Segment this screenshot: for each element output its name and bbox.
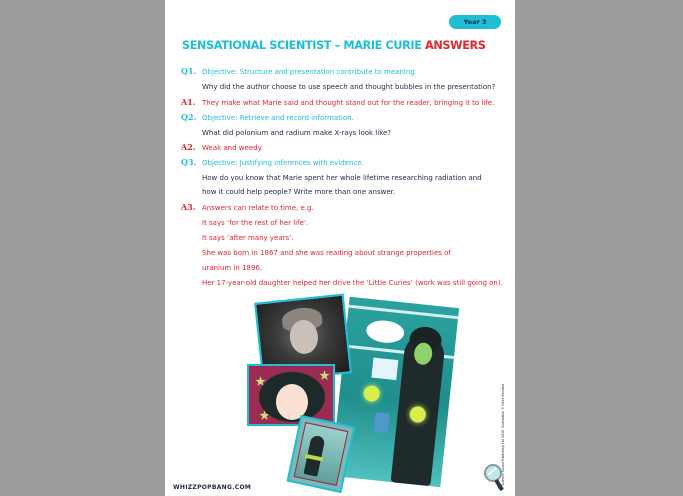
thought-bubble [365, 319, 405, 345]
label-q1: Q1. [181, 66, 197, 76]
question-q3-line1: How do you know that Marie spent her whole lifetime researching radiation and [202, 174, 482, 182]
answer-a3-line6: Her 17-year-old daughter helped her drive the ‘Little Curies’ (work was still going on). [202, 279, 503, 287]
lab-illustration [331, 297, 459, 488]
objective-q3: Objective: Justifying inferences with evidence. [202, 159, 364, 167]
answer-a1: They make what Marie said and thought stand out for the reader, bringing it to life. [202, 99, 495, 107]
lab-window [371, 358, 398, 381]
objective-q1: Objective: Structure and presentation contribute to meaning. [202, 68, 417, 76]
label-a2: A2. [181, 142, 196, 152]
lab-comic-panel [287, 415, 356, 493]
footer-website: WHIZZPOPBANG.COM [173, 484, 252, 491]
answer-a3-line1: Answers can relate to time, e.g. [202, 204, 314, 212]
label-q3: Q3. [181, 157, 197, 167]
label-a1: A1. [181, 97, 196, 107]
beaker-icon [374, 412, 390, 433]
shelf [349, 305, 459, 319]
answer-a3-line3: It says ‘after many years’. [202, 234, 294, 242]
objective-q2: Objective: Retrieve and record information. [202, 114, 354, 122]
question-q1: Why did the author choose to use speech and thought bubbles in the presentation? [202, 83, 496, 91]
answer-a3-line4: She was born in 1867 and she was reading about strange properties of [202, 249, 451, 257]
cartoon-girl-panel [247, 364, 335, 426]
answer-a3-line2: It says ‘for the rest of her life’. [202, 219, 309, 227]
illustration-collage [240, 290, 460, 496]
question-q3-line2: how it could help people? Write more than one answer. [202, 188, 396, 196]
title-main: SENSATIONAL SCIENTIST – MARIE CURIE [182, 38, 422, 52]
copyright-notice: © Science Squad Publishing Ltd 2018, illustration © Cinta Escobar [501, 383, 505, 490]
answer-a3-line5: uranium in 1896. [202, 264, 263, 272]
label-a3: A3. [181, 202, 196, 212]
question-q2: What did polonium and radium make X-rays look like? [202, 129, 392, 137]
comic-inner [294, 422, 349, 486]
glowing-flask-icon [363, 385, 381, 403]
worksheet-page [165, 0, 515, 496]
page-title [182, 38, 486, 52]
answer-a2: Weak and weedy. [202, 144, 263, 152]
label-q2: Q2. [181, 112, 197, 122]
year-badge: Year 3 [449, 15, 501, 29]
star-icon [319, 370, 330, 381]
title-answers: ANSWERS [425, 38, 486, 52]
